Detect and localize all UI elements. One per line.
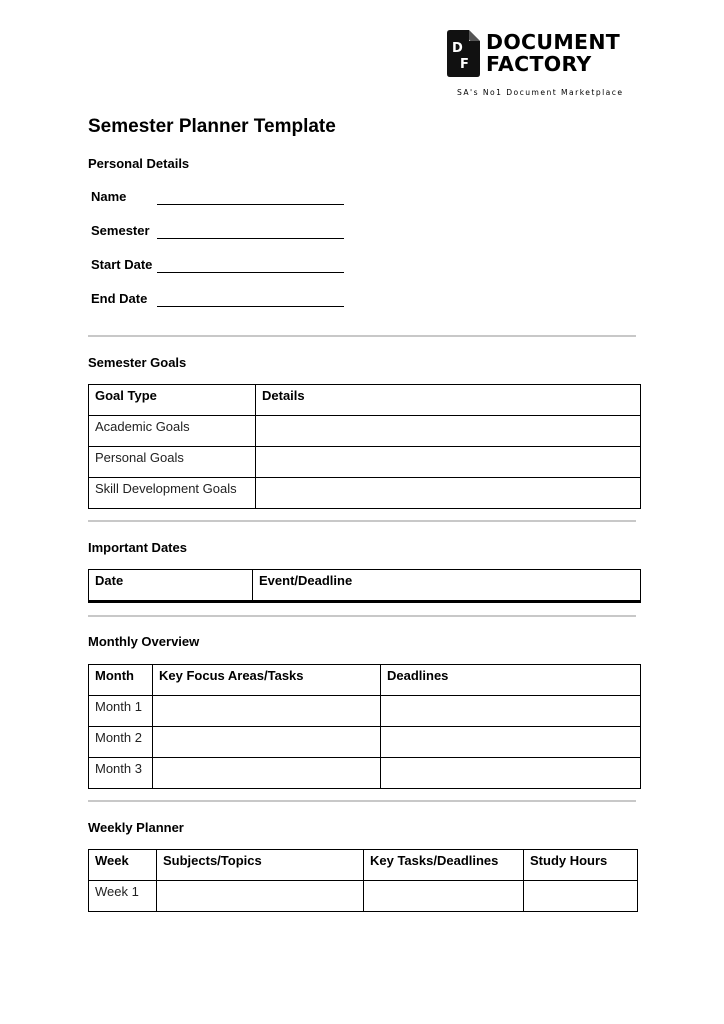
semester-field[interactable] [91, 223, 351, 241]
table-row [89, 727, 641, 758]
subjects-cell[interactable] [157, 881, 364, 912]
key-tasks-cell[interactable] [364, 881, 524, 912]
goal-details-cell[interactable] [256, 447, 641, 478]
logo-tagline: SA's No1 Document Marketplace [457, 88, 624, 97]
week-cell: Week 1 [89, 881, 157, 912]
column-header: Month [89, 665, 153, 696]
table-row [89, 416, 641, 447]
end-date-field[interactable] [91, 291, 351, 309]
focus-areas-cell[interactable] [153, 727, 381, 758]
deadlines-cell[interactable] [381, 696, 641, 727]
column-header: Key Tasks/Deadlines [364, 850, 524, 881]
weekly-planner-heading: Weekly Planner [88, 820, 184, 835]
table-header-row [89, 850, 638, 881]
goal-type-cell: Academic Goals [89, 416, 256, 447]
section-divider [88, 615, 636, 617]
semester-goals-heading: Semester Goals [88, 355, 187, 370]
focus-areas-cell[interactable] [153, 758, 381, 789]
svg-text:F: F [460, 57, 469, 72]
name-label: Name [91, 189, 127, 204]
logo-name-line1: DOCUMENT [486, 30, 621, 54]
column-header: Key Focus Areas/Tasks [153, 665, 381, 696]
table-row [89, 447, 641, 478]
weekly-planner-table [88, 849, 638, 912]
semester-input-line[interactable] [157, 238, 344, 239]
table-row [89, 478, 641, 509]
month-cell: Month 1 [89, 696, 153, 727]
personal-details-heading: Personal Details [88, 156, 190, 171]
table-row [89, 758, 641, 789]
section-divider [88, 520, 636, 522]
section-divider [88, 800, 636, 802]
deadlines-cell[interactable] [381, 727, 641, 758]
start-date-field[interactable] [91, 257, 351, 275]
end-date-input-line[interactable] [157, 306, 344, 307]
table-row [89, 696, 641, 727]
column-header: Date [89, 570, 253, 602]
important-dates-table [88, 569, 641, 603]
svg-text:D: D [452, 41, 463, 56]
column-header: Event/Deadline [253, 570, 641, 602]
monthly-overview-heading: Monthly Overview [88, 634, 200, 649]
section-divider [88, 335, 636, 337]
column-header: Goal Type [89, 385, 256, 416]
name-input-line[interactable] [157, 204, 344, 205]
deadlines-cell[interactable] [381, 758, 641, 789]
goal-type-cell: Personal Goals [89, 447, 256, 478]
page-title: Semester Planner Template [88, 116, 336, 137]
focus-areas-cell[interactable] [153, 696, 381, 727]
goal-details-cell[interactable] [256, 478, 641, 509]
semester-goals-table [88, 384, 641, 509]
end-date-label: End Date [91, 291, 148, 306]
semester-label: Semester [91, 223, 150, 238]
table-row [89, 881, 638, 912]
document-factory-logo-icon [447, 30, 480, 77]
name-field[interactable] [91, 189, 351, 207]
table-header-row [89, 385, 641, 416]
logo-name-line2: FACTORY [486, 52, 592, 76]
month-cell: Month 3 [89, 758, 153, 789]
column-header: Details [256, 385, 641, 416]
table-header-row [89, 665, 641, 696]
column-header: Week [89, 850, 157, 881]
study-hours-cell[interactable] [524, 881, 638, 912]
month-cell: Month 2 [89, 727, 153, 758]
start-date-label: Start Date [91, 257, 153, 272]
start-date-input-line[interactable] [157, 272, 344, 273]
goal-details-cell[interactable] [256, 416, 641, 447]
column-header: Study Hours [524, 850, 638, 881]
table-header-row [89, 570, 641, 602]
important-dates-heading: Important Dates [88, 540, 187, 555]
column-header: Deadlines [381, 665, 641, 696]
monthly-overview-table [88, 664, 641, 789]
column-header: Subjects/Topics [157, 850, 364, 881]
goal-type-cell: Skill Development Goals [89, 478, 256, 509]
